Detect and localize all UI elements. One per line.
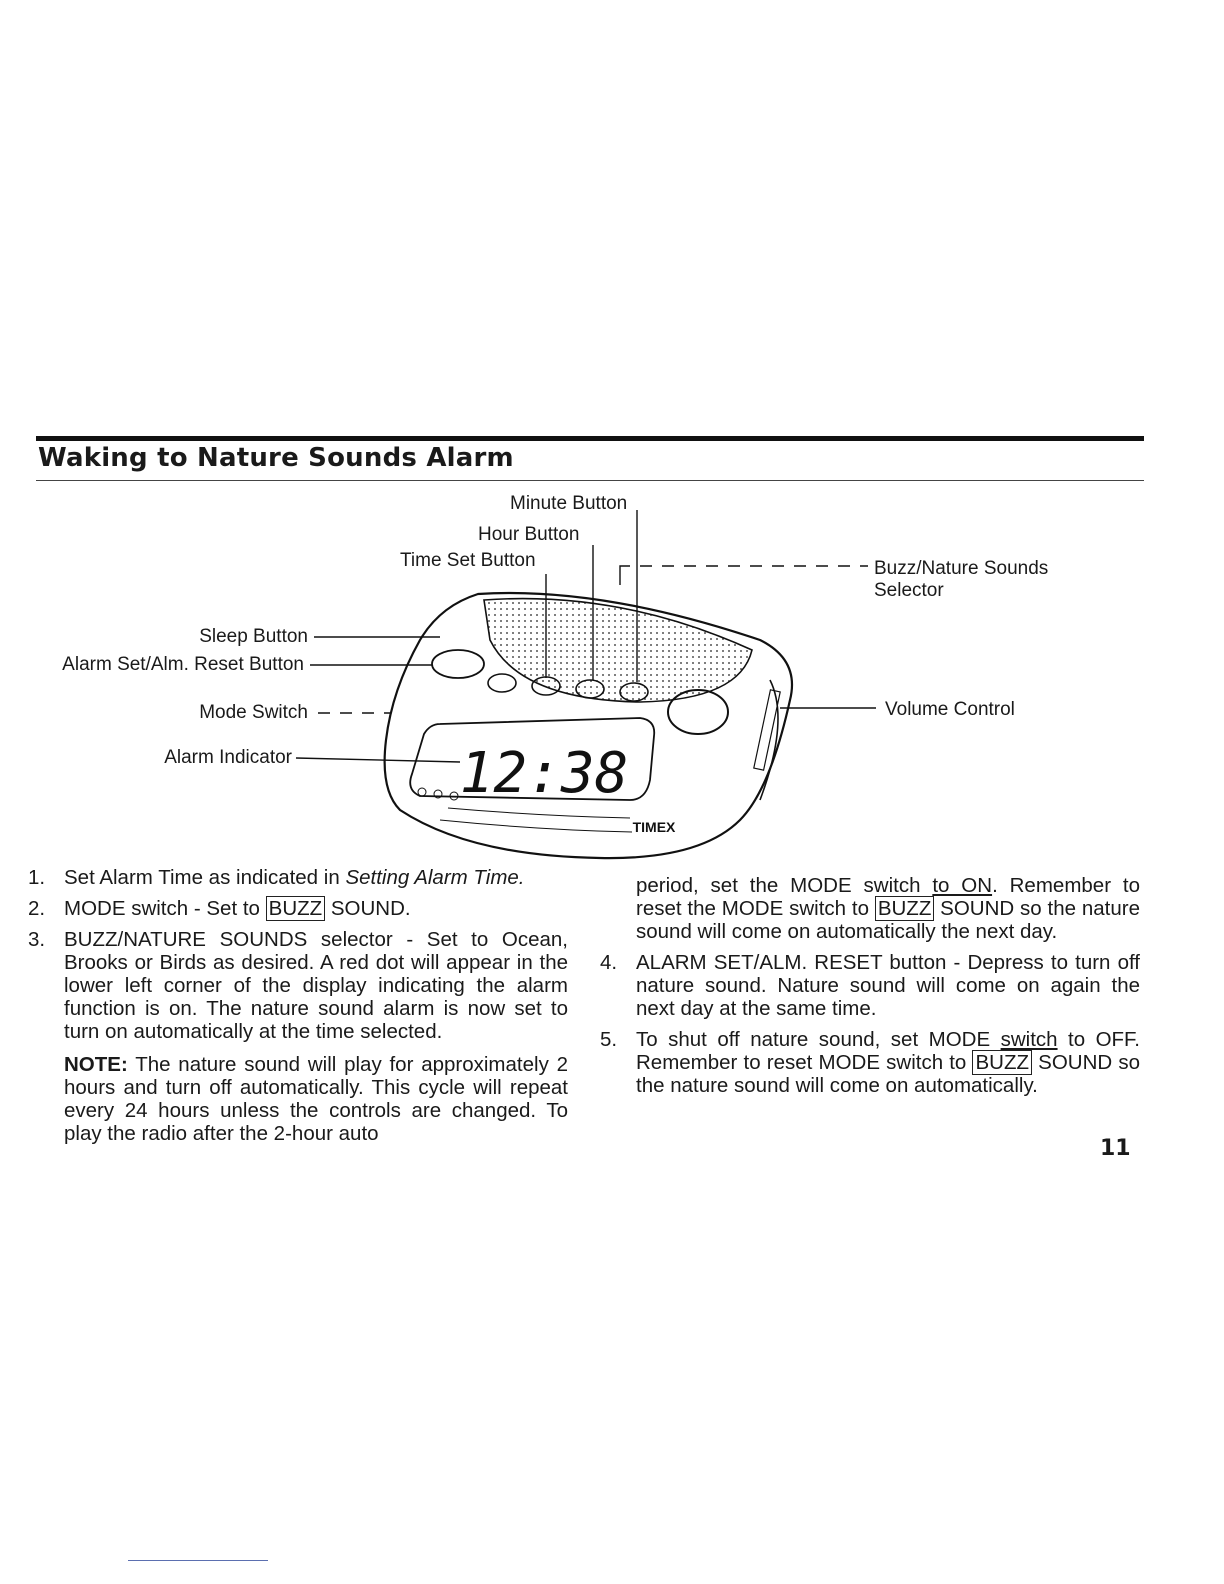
instructions-left-column xyxy=(28,866,568,1145)
step-3: 3. BUZZ/NATURE SOUNDS selector - Set to Ocean, Brooks or Birds as desired. A red dot will appear in the lower left corner of the display indicating the alarm function is on. The nature sound alarm is now set to turn on automatically at the time selected. xyxy=(28,928,568,1043)
label-buzz-nature-selector: Buzz/Nature Sounds Selector xyxy=(874,558,1049,601)
step-5: 5. To shut off nature sound, set MODE switch to OFF. Remember to reset MODE switch to BUZZ SOUND so the nature sound will come on automatically. xyxy=(600,1028,1140,1097)
label-minute-button: Minute Button xyxy=(510,493,628,514)
label-time-set-button: Time Set Button xyxy=(400,550,536,571)
label-volume-control: Volume Control xyxy=(885,699,1015,720)
page-title: Waking to Nature Sounds Alarm xyxy=(38,443,514,473)
label-sleep-button: Sleep Button xyxy=(199,626,308,647)
brand-logo: TIMEX xyxy=(632,819,676,835)
label-alarm-indicator: Alarm Indicator xyxy=(164,747,292,768)
label-alarm-set-reset-button: Alarm Set/Alm. Reset Button xyxy=(62,654,304,675)
step-1: 1. Set Alarm Time as indicated in Setting Alarm Time. xyxy=(28,866,525,889)
display-time: 12:38 xyxy=(459,741,629,806)
step-2: 2. MODE switch - Set to BUZZ SOUND. xyxy=(28,897,411,920)
label-mode-switch: Mode Switch xyxy=(199,702,308,723)
note-continued: period, set the MODE switch to ON. Remember to reset the MODE switch to BUZZ SOUND so the nature sound will come on automatically the next day. xyxy=(636,874,1140,943)
note: NOTE: The nature sound will play for approximately 2 hours and turn off automatically. This cycle will repeat every 24 hours unless the controls are changed. To play the radio after the 2-hour auto xyxy=(64,1053,568,1145)
header-rule-thick xyxy=(36,436,1144,441)
page-number: 11 xyxy=(1100,1136,1131,1161)
scan-artifact-line xyxy=(128,1560,268,1561)
step-4: 4. ALARM SET/ALM. RESET button - Depress to turn off nature sound. Nature sound will come on again the next day at the same time. xyxy=(600,951,1140,1020)
instructions-right-column xyxy=(600,874,1140,1105)
clock-radio-diagram xyxy=(0,480,1224,870)
label-hour-button: Hour Button xyxy=(478,524,580,545)
